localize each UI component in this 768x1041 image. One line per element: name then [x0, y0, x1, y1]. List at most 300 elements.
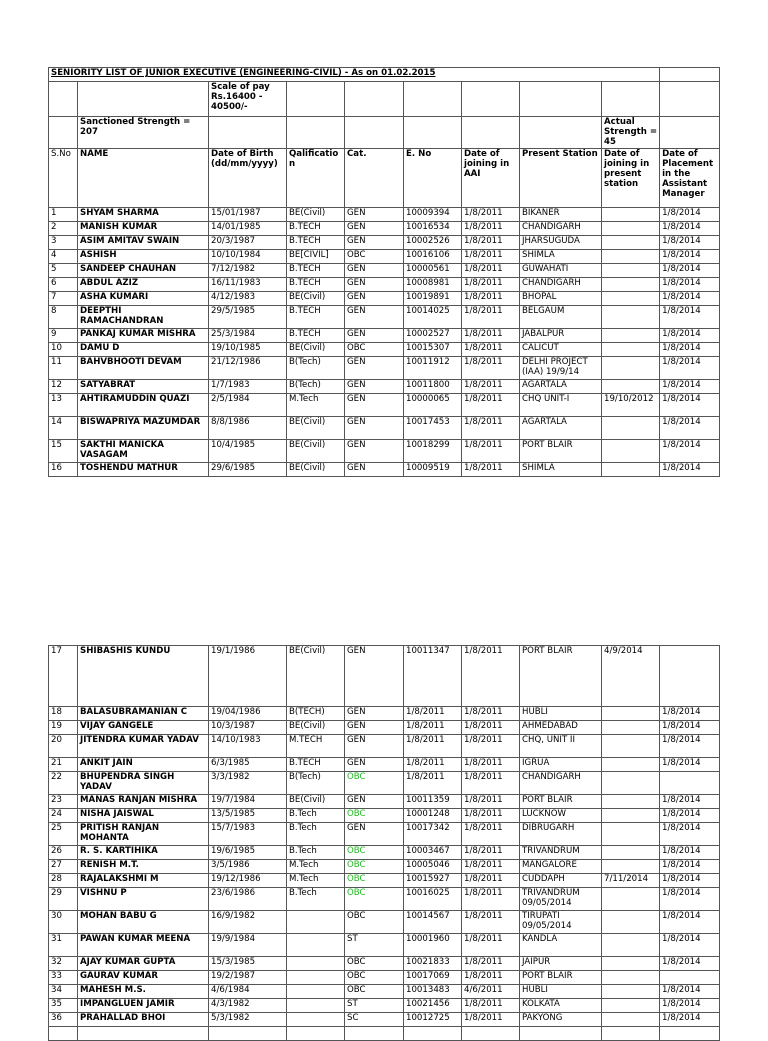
cell-doj-station	[602, 985, 660, 999]
table-row	[49, 957, 720, 971]
cell-sno: 35	[49, 999, 78, 1013]
scale-row	[49, 82, 720, 117]
cell-placement: 1/8/2014	[660, 329, 720, 343]
cell-placement: 1/8/2014	[660, 380, 720, 394]
cell-eno: 10009394	[404, 208, 462, 222]
cell-sno: 7	[49, 292, 78, 306]
table-row	[49, 394, 720, 417]
col-dob: Date of Birth (dd/mm/yyyy)	[209, 149, 287, 208]
cell-sno: 3	[49, 236, 78, 250]
cell-qualification: B.Tech	[287, 823, 345, 846]
col-doj-station: Date of joining in present station	[602, 149, 660, 208]
cell-dob: 10/4/1985	[209, 440, 287, 463]
cell-name: AHTIRAMUDDIN QUAZI	[78, 394, 209, 417]
cell-category: OBC	[345, 343, 404, 357]
cell-sno: 26	[49, 846, 78, 860]
table-row	[49, 846, 720, 860]
cell-present-station: CHQ UNIT-I	[520, 394, 602, 417]
cell-name: DAMU D	[78, 343, 209, 357]
table-row	[49, 934, 720, 957]
cell-present-station: HUBLI	[520, 707, 602, 721]
cell-placement: 1/8/2014	[660, 957, 720, 971]
cell-present-station: BELGAUM	[520, 306, 602, 329]
cell-eno: 10000561	[404, 264, 462, 278]
cell-doj-aai: 1/8/2011	[462, 934, 520, 957]
cell-eno: 10016106	[404, 250, 462, 264]
cell-doj-aai: 1/8/2011	[462, 329, 520, 343]
cell-present-station: PAKYONG	[520, 1013, 602, 1027]
cell-dob: 7/12/1982	[209, 264, 287, 278]
cell-qualification: M.TECH	[287, 735, 345, 758]
cell-sno: 24	[49, 809, 78, 823]
cell-sno: 8	[49, 306, 78, 329]
cell-name: PRITISH RANJAN MOHANTA	[78, 823, 209, 846]
cell-name: SHYAM SHARMA	[78, 208, 209, 222]
cell-present-station: JABALPUR	[520, 329, 602, 343]
cell-sno: 32	[49, 957, 78, 971]
cell-sno: 12	[49, 380, 78, 394]
cell-doj-station	[602, 208, 660, 222]
cell-sno: 29	[49, 888, 78, 911]
table-row	[49, 343, 720, 357]
cell-placement: 1/8/2014	[660, 934, 720, 957]
cell-qualification: B(Tech)	[287, 357, 345, 380]
cell-dob: 19/7/1984	[209, 795, 287, 809]
cell-present-station: BIKANER	[520, 208, 602, 222]
cell-doj-aai: 1/8/2011	[462, 809, 520, 823]
cell-category: OBC	[345, 846, 404, 860]
cell-dob: 19/6/1985	[209, 846, 287, 860]
cell-eno: 10021833	[404, 957, 462, 971]
cell-doj-station	[602, 440, 660, 463]
cell-sno: 14	[49, 417, 78, 440]
cell-doj-aai: 1/8/2011	[462, 292, 520, 306]
cell-doj-aai: 1/8/2011	[462, 343, 520, 357]
cell-name: BISWAPRIYA MAZUMDAR	[78, 417, 209, 440]
cell-eno: 10021456	[404, 999, 462, 1013]
cell-qualification: M.Tech	[287, 860, 345, 874]
cell-sno: 9	[49, 329, 78, 343]
cell-present-station: AGARTALA	[520, 380, 602, 394]
cell-doj-aai: 1/8/2011	[462, 394, 520, 417]
cell-present-station: BHOPAL	[520, 292, 602, 306]
cell-sno: 6	[49, 278, 78, 292]
cell-eno: 10019891	[404, 292, 462, 306]
cell-placement: 1/8/2014	[660, 440, 720, 463]
cell-eno: 10008981	[404, 278, 462, 292]
cell-dob: 21/12/1986	[209, 357, 287, 380]
cell-name: R. S. KARTIHIKA	[78, 846, 209, 860]
cell-category: GEN	[345, 394, 404, 417]
cell-name: ANKIT JAIN	[78, 758, 209, 772]
cell-sno: 27	[49, 860, 78, 874]
cell-qualification: BE(Civil)	[287, 343, 345, 357]
cell-name: MANAS RANJAN MISHRA	[78, 795, 209, 809]
cell-eno: 10014567	[404, 911, 462, 934]
table-row	[49, 646, 720, 707]
cell-doj-aai: 1/8/2011	[462, 357, 520, 380]
cell-doj-station: 4/9/2014	[602, 646, 660, 707]
cell-eno: 10000065	[404, 394, 462, 417]
cell-qualification: B(Tech)	[287, 380, 345, 394]
table-row	[49, 985, 720, 999]
table-row	[49, 380, 720, 394]
cell-doj-aai: 1/8/2011	[462, 772, 520, 795]
table-row	[49, 1013, 720, 1027]
cell-doj-aai: 1/8/2011	[462, 306, 520, 329]
table-row	[49, 860, 720, 874]
col-category: Cat.	[345, 149, 404, 208]
cell-name: SHIBASHIS KUNDU	[78, 646, 209, 707]
cell-sno: 18	[49, 707, 78, 721]
cell-dob: 29/6/1985	[209, 463, 287, 477]
cell-qualification: BE[CIVIL]	[287, 250, 345, 264]
cell-category: OBC	[345, 250, 404, 264]
cell-dob: 4/6/1984	[209, 985, 287, 999]
cell-sno: 34	[49, 985, 78, 999]
cell-qualification: BE(Civil)	[287, 463, 345, 477]
title-row	[49, 68, 720, 82]
table-row	[49, 306, 720, 329]
cell-eno: 1/8/2011	[404, 721, 462, 735]
cell-sno: 2	[49, 222, 78, 236]
cell-doj-aai: 1/8/2011	[462, 971, 520, 985]
cell-eno: 10017342	[404, 823, 462, 846]
cell-qualification: B.TECH	[287, 222, 345, 236]
cell-dob: 29/5/1985	[209, 306, 287, 329]
cell-doj-station	[602, 846, 660, 860]
cell-dob: 19/1/1986	[209, 646, 287, 707]
table-row	[49, 888, 720, 911]
cell-present-station: KOLKATA	[520, 999, 602, 1013]
cell-eno: 10017069	[404, 971, 462, 985]
table-row	[49, 795, 720, 809]
cell-category: GEN	[345, 306, 404, 329]
cell-placement: 1/8/2014	[660, 306, 720, 329]
cell-name: IMPANGLUEN JAMIR	[78, 999, 209, 1013]
table-row	[49, 735, 720, 758]
cell-sno: 5	[49, 264, 78, 278]
cell-eno: 10017453	[404, 417, 462, 440]
cell-placement: 1/8/2014	[660, 707, 720, 721]
cell-name: ABDUL AZIZ	[78, 278, 209, 292]
cell-placement: 1/8/2014	[660, 250, 720, 264]
cell-doj-station	[602, 306, 660, 329]
seniority-table-part-2	[48, 645, 720, 1041]
cell-qualification: B.TECH	[287, 264, 345, 278]
cell-present-station: CHQ, UNIT II	[520, 735, 602, 758]
cell-qualification: M.Tech	[287, 394, 345, 417]
cell-placement: 1/8/2014	[660, 888, 720, 911]
table-row	[49, 971, 720, 985]
cell-name: ASHISH	[78, 250, 209, 264]
cell-dob: 16/11/1983	[209, 278, 287, 292]
cell-name: MOHAN BABU G	[78, 911, 209, 934]
cell-doj-station	[602, 329, 660, 343]
table-row	[49, 823, 720, 846]
cell-category: GEN	[345, 440, 404, 463]
cell-doj-station	[602, 250, 660, 264]
cell-present-station: TRIVANDRUM	[520, 846, 602, 860]
cell-dob	[209, 1027, 287, 1041]
cell-doj-station: 7/11/2014	[602, 874, 660, 888]
cell-doj-aai: 1/8/2011	[462, 278, 520, 292]
cell-doj-aai: 1/8/2011	[462, 440, 520, 463]
cell-qualification: B.TECH	[287, 236, 345, 250]
cell-placement: 1/8/2014	[660, 999, 720, 1013]
cell-doj-aai: 1/8/2011	[462, 823, 520, 846]
cell-eno: 10015307	[404, 343, 462, 357]
cell-doj-station	[602, 292, 660, 306]
cell-present-station: JHARSUGUDA	[520, 236, 602, 250]
cell-name: JITENDRA KUMAR YADAV	[78, 735, 209, 758]
cell-category: GEN	[345, 278, 404, 292]
table-row	[49, 999, 720, 1013]
cell-eno: 10018299	[404, 440, 462, 463]
cell-doj-aai: 1/8/2011	[462, 250, 520, 264]
cell-sno: 10	[49, 343, 78, 357]
cell-doj-aai: 1/8/2011	[462, 957, 520, 971]
cell-category: GEN	[345, 735, 404, 758]
cell-sno: 23	[49, 795, 78, 809]
cell-present-station: GUWAHATI	[520, 264, 602, 278]
cell-placement: 1/8/2014	[660, 874, 720, 888]
cell-dob: 19/9/1984	[209, 934, 287, 957]
table-row	[49, 417, 720, 440]
cell-present-station: TIRUPATI 09/05/2014	[520, 911, 602, 934]
cell-present-station: TRIVANDRUM 09/05/2014	[520, 888, 602, 911]
cell-eno: 10001248	[404, 809, 462, 823]
table-row	[49, 1027, 720, 1041]
table-row	[49, 758, 720, 772]
cell-category: GEN	[345, 417, 404, 440]
cell-dob: 14/01/1985	[209, 222, 287, 236]
cell-doj-aai: 1/8/2011	[462, 222, 520, 236]
col-eno: E. No	[404, 149, 462, 208]
cell-dob: 13/5/1985	[209, 809, 287, 823]
cell-doj-aai: 1/8/2011	[462, 646, 520, 707]
cell-dob: 15/01/1987	[209, 208, 287, 222]
cell-eno: 1/8/2011	[404, 707, 462, 721]
cell-placement	[660, 646, 720, 707]
document-title: SENIORITY LIST OF JUNIOR EXECUTIVE (ENGINEERING-CIVIL) - As on 01.02.2015	[49, 68, 660, 82]
cell-dob: 6/3/1985	[209, 758, 287, 772]
cell-doj-aai: 1/8/2011	[462, 758, 520, 772]
cell-doj-aai: 1/8/2011	[462, 417, 520, 440]
cell-sno: 20	[49, 735, 78, 758]
cell-placement: 1/8/2014	[660, 357, 720, 380]
cell-name: SATYABRAT	[78, 380, 209, 394]
column-header-row	[49, 149, 720, 208]
cell-placement: 1/8/2014	[660, 1013, 720, 1027]
cell-category: GEN	[345, 795, 404, 809]
cell-placement: 1/8/2014	[660, 417, 720, 440]
cell-category: OBC	[345, 874, 404, 888]
cell-sno: 31	[49, 934, 78, 957]
cell-doj-aai: 1/8/2011	[462, 874, 520, 888]
cell-category: GEN	[345, 758, 404, 772]
cell-qualification: B.TECH	[287, 329, 345, 343]
cell-category: ST	[345, 934, 404, 957]
cell-doj-aai: 1/8/2011	[462, 1013, 520, 1027]
cell-category	[345, 1027, 404, 1041]
cell-category: GEN	[345, 236, 404, 250]
table-row	[49, 707, 720, 721]
cell-doj-station	[602, 1027, 660, 1041]
cell-dob: 19/2/1987	[209, 971, 287, 985]
cell-qualification	[287, 934, 345, 957]
cell-qualification: BE(Civil)	[287, 208, 345, 222]
cell-category: GEN	[345, 707, 404, 721]
cell-category: OBC	[345, 957, 404, 971]
cell-dob: 10/10/1984	[209, 250, 287, 264]
cell-present-station: JAIPUR	[520, 957, 602, 971]
cell-placement	[660, 971, 720, 985]
cell-sno: 15	[49, 440, 78, 463]
cell-category: OBC	[345, 911, 404, 934]
cell-category: GEN	[345, 646, 404, 707]
cell-sno: 30	[49, 911, 78, 934]
cell-eno: 10002526	[404, 236, 462, 250]
cell-doj-aai: 1/8/2011	[462, 888, 520, 911]
col-doj-aai: Date of joining in AAI	[462, 149, 520, 208]
cell-eno: 1/8/2011	[404, 758, 462, 772]
cell-sno: 21	[49, 758, 78, 772]
cell-doj-aai: 1/8/2011	[462, 707, 520, 721]
cell-placement: 1/8/2014	[660, 236, 720, 250]
cell-doj-station	[602, 357, 660, 380]
cell-dob: 1/7/1983	[209, 380, 287, 394]
cell-doj-aai: 1/8/2011	[462, 208, 520, 222]
cell-category: OBC	[345, 809, 404, 823]
table-row	[49, 463, 720, 477]
cell-category: OBC	[345, 888, 404, 911]
cell-doj-station	[602, 911, 660, 934]
cell-qualification	[287, 1027, 345, 1041]
cell-placement: 1/8/2014	[660, 463, 720, 477]
cell-present-station: IGRUA	[520, 758, 602, 772]
seniority-table-part-1	[48, 67, 720, 477]
cell-category: GEN	[345, 264, 404, 278]
cell-doj-station	[602, 1013, 660, 1027]
cell-name: BAHVBHOOTI DEVAM	[78, 357, 209, 380]
cell-doj-station	[602, 222, 660, 236]
cell-sno: 22	[49, 772, 78, 795]
cell-doj-aai: 1/8/2011	[462, 860, 520, 874]
cell-doj-station	[602, 758, 660, 772]
cell-qualification: M.Tech	[287, 874, 345, 888]
cell-category: OBC	[345, 971, 404, 985]
table-row	[49, 329, 720, 343]
cell-doj-station	[602, 823, 660, 846]
cell-qualification	[287, 1013, 345, 1027]
cell-doj-aai: 1/8/2011	[462, 236, 520, 250]
cell-name: BALASUBRAMANIAN C	[78, 707, 209, 721]
cell-category: SC	[345, 1013, 404, 1027]
cell-category: GEN	[345, 357, 404, 380]
cell-present-station: AHMEDABAD	[520, 721, 602, 735]
cell-name: ASIM AMITAV SWAIN	[78, 236, 209, 250]
cell-name: MANISH KUMAR	[78, 222, 209, 236]
cell-dob: 10/3/1987	[209, 721, 287, 735]
cell-dob: 19/10/1985	[209, 343, 287, 357]
cell-qualification: B.Tech	[287, 888, 345, 911]
cell-doj-station	[602, 934, 660, 957]
cell-eno: 1/8/2011	[404, 735, 462, 758]
cell-qualification	[287, 971, 345, 985]
cell-placement: 1/8/2014	[660, 208, 720, 222]
table-row	[49, 721, 720, 735]
cell-qualification: BE(Civil)	[287, 795, 345, 809]
cell-doj-aai: 1/8/2011	[462, 721, 520, 735]
cell-placement: 1/8/2014	[660, 721, 720, 735]
actual-strength: Actual Strength = 45	[602, 117, 660, 149]
cell-category: OBC	[345, 772, 404, 795]
cell-present-station: SHIMLA	[520, 250, 602, 264]
scale-of-pay: Scale of pay Rs.16400 - 40500/-	[209, 82, 287, 117]
cell-present-station: SHIMLA	[520, 463, 602, 477]
cell-qualification	[287, 957, 345, 971]
cell-placement: 1/8/2014	[660, 394, 720, 417]
cell-qualification: B.Tech	[287, 809, 345, 823]
cell-eno: 1/8/2011	[404, 772, 462, 795]
cell-qualification: BE(Civil)	[287, 292, 345, 306]
cell-doj-station	[602, 999, 660, 1013]
cell-category: OBC	[345, 985, 404, 999]
cell-dob: 23/6/1986	[209, 888, 287, 911]
cell-dob: 19/12/1986	[209, 874, 287, 888]
table-row	[49, 222, 720, 236]
cell-sno: 28	[49, 874, 78, 888]
cell-qualification	[287, 985, 345, 999]
cell-doj-station	[602, 888, 660, 911]
cell-qualification: B(TECH)	[287, 707, 345, 721]
cell-doj-aai	[462, 1027, 520, 1041]
cell-present-station: CHANDIGARH	[520, 222, 602, 236]
cell-doj-aai: 1/8/2011	[462, 264, 520, 278]
cell-name: PAWAN KUMAR MEENA	[78, 934, 209, 957]
cell-doj-station	[602, 236, 660, 250]
cell-eno: 10016534	[404, 222, 462, 236]
cell-placement: 1/8/2014	[660, 809, 720, 823]
cell-name: RENISH M.T.	[78, 860, 209, 874]
cell-doj-station	[602, 772, 660, 795]
cell-placement	[660, 1027, 720, 1041]
cell-placement: 1/8/2014	[660, 735, 720, 758]
cell-present-station: PORT BLAIR	[520, 440, 602, 463]
cell-sno: 4	[49, 250, 78, 264]
cell-name: ASHA KUMARI	[78, 292, 209, 306]
cell-present-station: PORT BLAIR	[520, 971, 602, 985]
cell-doj-station	[602, 707, 660, 721]
cell-name: NISHA JAISWAL	[78, 809, 209, 823]
cell-name: BHUPENDRA SINGH YADAV	[78, 772, 209, 795]
cell-qualification: B.Tech	[287, 846, 345, 860]
cell-doj-station	[602, 809, 660, 823]
cell-doj-station: 19/10/2012	[602, 394, 660, 417]
cell-eno: 10015927	[404, 874, 462, 888]
cell-qualification: B(Tech)	[287, 772, 345, 795]
cell-dob: 15/3/1985	[209, 957, 287, 971]
cell-eno: 10014025	[404, 306, 462, 329]
cell-qualification: B.TECH	[287, 306, 345, 329]
cell-qualification: B.TECH	[287, 278, 345, 292]
cell-eno: 10011912	[404, 357, 462, 380]
cell-name: MAHESH M.S.	[78, 985, 209, 999]
cell-name: SANDEEP CHAUHAN	[78, 264, 209, 278]
cell-dob: 25/3/1984	[209, 329, 287, 343]
cell-placement: 1/8/2014	[660, 911, 720, 934]
